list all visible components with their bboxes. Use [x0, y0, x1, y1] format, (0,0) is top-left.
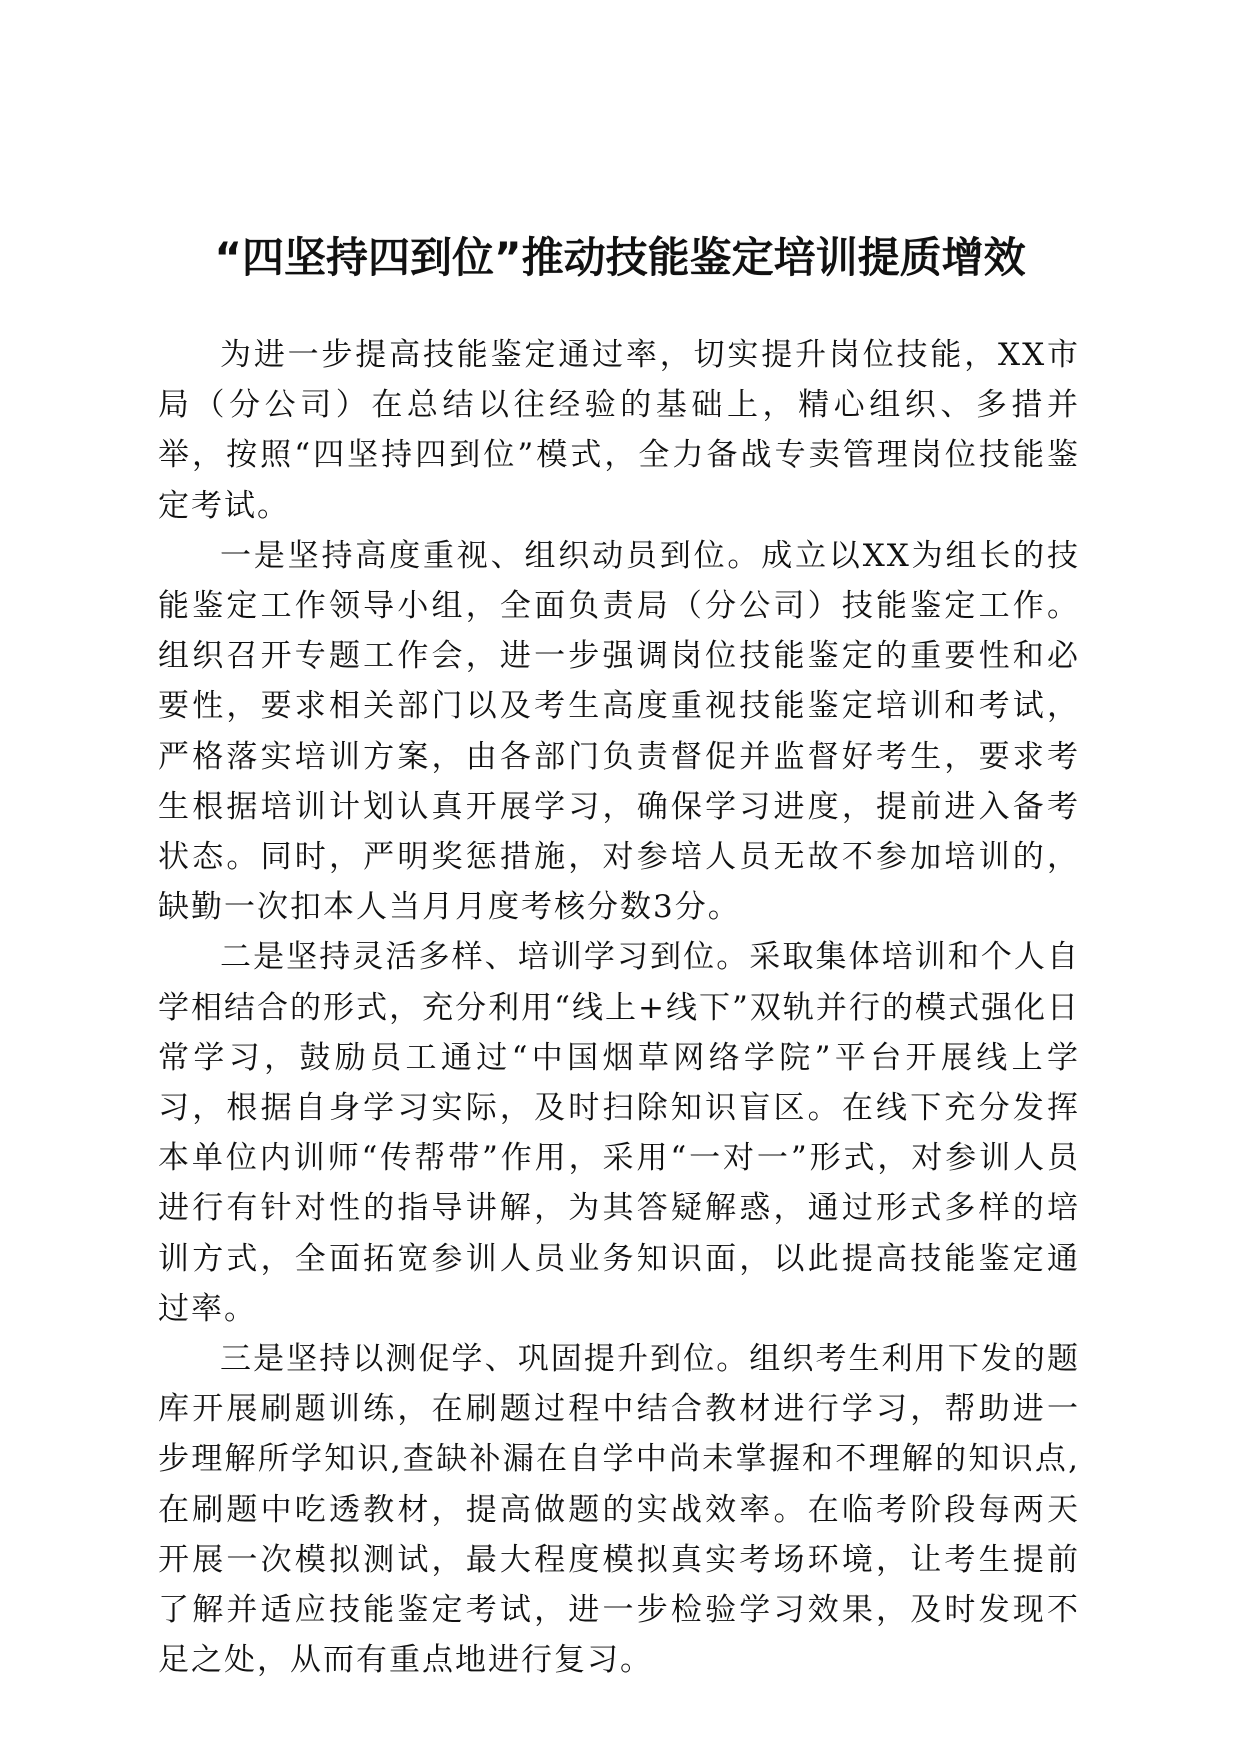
document-body — [158, 330, 1080, 1685]
paragraph-point-two: 二是坚持灵活多样、培训学习到位。采取集体培训和个人自学相结合的形式，充分利用“线上+线下”双轨并行的模式强化日常学习，鼓励员工通过“中国烟草网络学院”平台开展线上学习，根据自身学习实际，及时扫除知识盲区。在线下充分发挥本单位内训师“传帮带”作用，采用“一对一”形式，对参训人员进行有针对性的指导讲解，为其答疑解惑，通过形式多样的培训方式，全面拓宽参训人员业务知识面，以此提高技能鉴定通过率。 — [158, 939, 1080, 1327]
paragraph-intro: 为进一步提高技能鉴定通过率，切实提升岗位技能，XX市局（分公司）在总结以往经验的基础上，精心组织、多措并举，按照“四坚持四到位”模式，全力备战专卖管理岗位技能鉴定考试。 — [158, 337, 1080, 524]
document-title: “四坚持四到位”推动技能鉴定培训提质增效 — [214, 233, 1026, 283]
paragraph-point-three: 三是坚持以测促学、巩固提升到位。组织考生利用下发的题库开展刷题训练，在刷题过程中结合教材进行学习，帮助进一步理解所学知识,查缺补漏在自学中尚未掌握和不理解的知识点,在刷题中吃透教材，提高做题的实战效率。在临考阶段每两天开展一次模拟测试，最大程度模拟真实考场环境，让考生提前了解并适应技能鉴定考试，进一步检验学习效果，及时发现不足之处，从而有重点地进行复习。 — [158, 1341, 1080, 1679]
paragraph-point-one: 一是坚持高度重视、组织动员到位。成立以XX为组长的技能鉴定工作领导小组，全面负责局（分公司）技能鉴定工作。组织召开专题工作会，进一步强调岗位技能鉴定的重要性和必要性，要求相关部门以及考生高度重视技能鉴定培训和考试，严格落实培训方案，由各部门负责督促并监督好考生，要求考生根据培训计划认真开展学习，确保学习进度，提前进入备考状态。同时，严明奖惩措施，对参培人员无故不参加培训的，缺勤一次扣本人当月月度考核分数3分。 — [158, 537, 1080, 926]
